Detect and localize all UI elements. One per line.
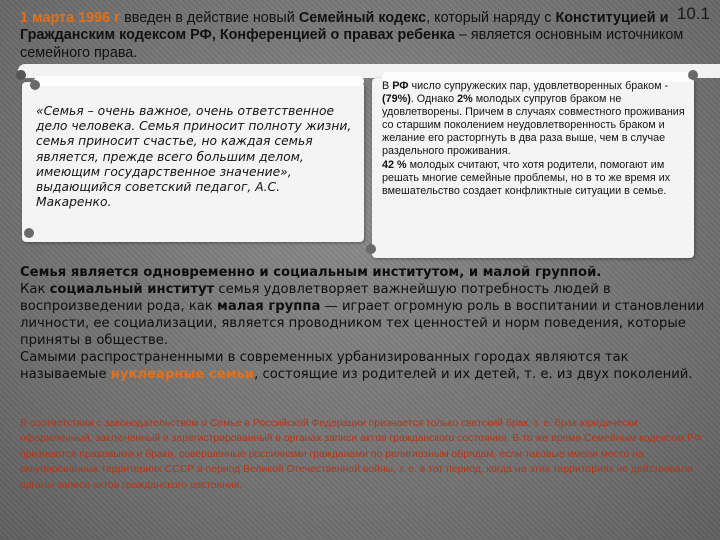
stat-card-curl-top — [688, 70, 698, 80]
statistics-card — [372, 78, 694, 258]
stat-text: молодых супругов браком не удовлетворены. Причем в случаях совместного проживания со старшим поколением неудовлетворенность браком и желание его расторгнуть в два раза выше, чем в случае раздельного проживания. — [382, 93, 685, 158]
legal-sources: Конституцией и Гражданским кодексом РФ, Конференцией о правах ребенка — [20, 10, 669, 44]
makarenko-quote — [36, 104, 356, 210]
quote-card — [22, 82, 364, 242]
stat-text: молодых считают, что хотя родители, помогают им решать многие семейные проблемы, но в то же время их вмешательство создает конфликтные ситуации в семье. — [382, 158, 671, 197]
intro-text-2: , который наряду с — [426, 10, 556, 26]
nuclear-family-term: нуклеарные семьи — [110, 367, 255, 382]
stat-2-percent: 2% — [457, 93, 473, 106]
social-institute-term: социальный институт — [49, 282, 215, 297]
lead-sentence: Семья является одновременно и социальным институтом, и малой группой. — [20, 265, 602, 280]
banner-curl — [16, 70, 26, 80]
family-code-term: Семейный кодекс — [298, 10, 427, 26]
stat-text: . Однако — [410, 93, 458, 106]
stat-card-curl-bottom — [366, 244, 376, 254]
stat-42-percent: 42 % — [382, 158, 407, 171]
body-text: семья удовлетворяет важнейшую потребность людей в воспроизведении рода, как — [20, 282, 611, 314]
small-group-term: малая группа — [217, 299, 321, 314]
main-body-text — [20, 264, 710, 383]
intro-text-3: – является основным источником семейного права. — [20, 27, 684, 61]
quote-card-curl-top — [30, 80, 40, 90]
quote-card-curl-bottom — [24, 228, 34, 238]
stat-79-percent: (79%) — [382, 93, 411, 106]
quote-card-fold — [34, 76, 364, 86]
body-text: Самыми распространенными в современных урбанизированных городах являются так называемые — [20, 350, 629, 382]
stat-text: В — [382, 80, 393, 92]
law-date: 1 марта 1996 г — [20, 10, 121, 26]
legislation-note: В соответствии с законодательством о Семье в Российской Федерации признается только светский брак, т. е. брак юридически оформленный, заключенный и зарегистрированный в органах записи актов гражданского состояния. В то же время Семейным кодексом РФ признаются правовыми и браки, совершенные россиянами гражданами по религиозным обрядам, если таковые имели место на оккупированных территориях СССР в период Великой Отечественной войны, т. е. в тот период, когда на этих территориях не действовали органы записи актов гражданского состояния. — [20, 418, 702, 491]
body-text: Как — [20, 282, 50, 297]
intro-paragraph — [20, 10, 685, 62]
marriage-statistics — [382, 80, 688, 198]
body-text: — играет огромную роль в воспитании и становлении личности, ее социализации, является проводником тех ценностей и норм поведения, которые приняты в обществе. — [20, 299, 705, 348]
quote-body: «Семья – очень важное, очень ответственное дело человека. Семья приносит полноту жизни, семья приносит счастье, но каждая семья является, прежде всего большим делом, имеющим государственное значение», — [36, 104, 352, 179]
stat-rf: РФ — [392, 80, 409, 92]
stat-text: число супружеских пар, удовлетворенных браком - — [408, 80, 669, 92]
body-text: , состоящие из родителей и их детей, т. е. из двух поколений. — [254, 367, 693, 382]
intro-text-1: введен в действие новый — [120, 10, 299, 26]
slide-number: 10.1 — [676, 4, 710, 23]
quote-author: выдающийся советский педагог, А.С. Макаренко. — [36, 180, 281, 210]
